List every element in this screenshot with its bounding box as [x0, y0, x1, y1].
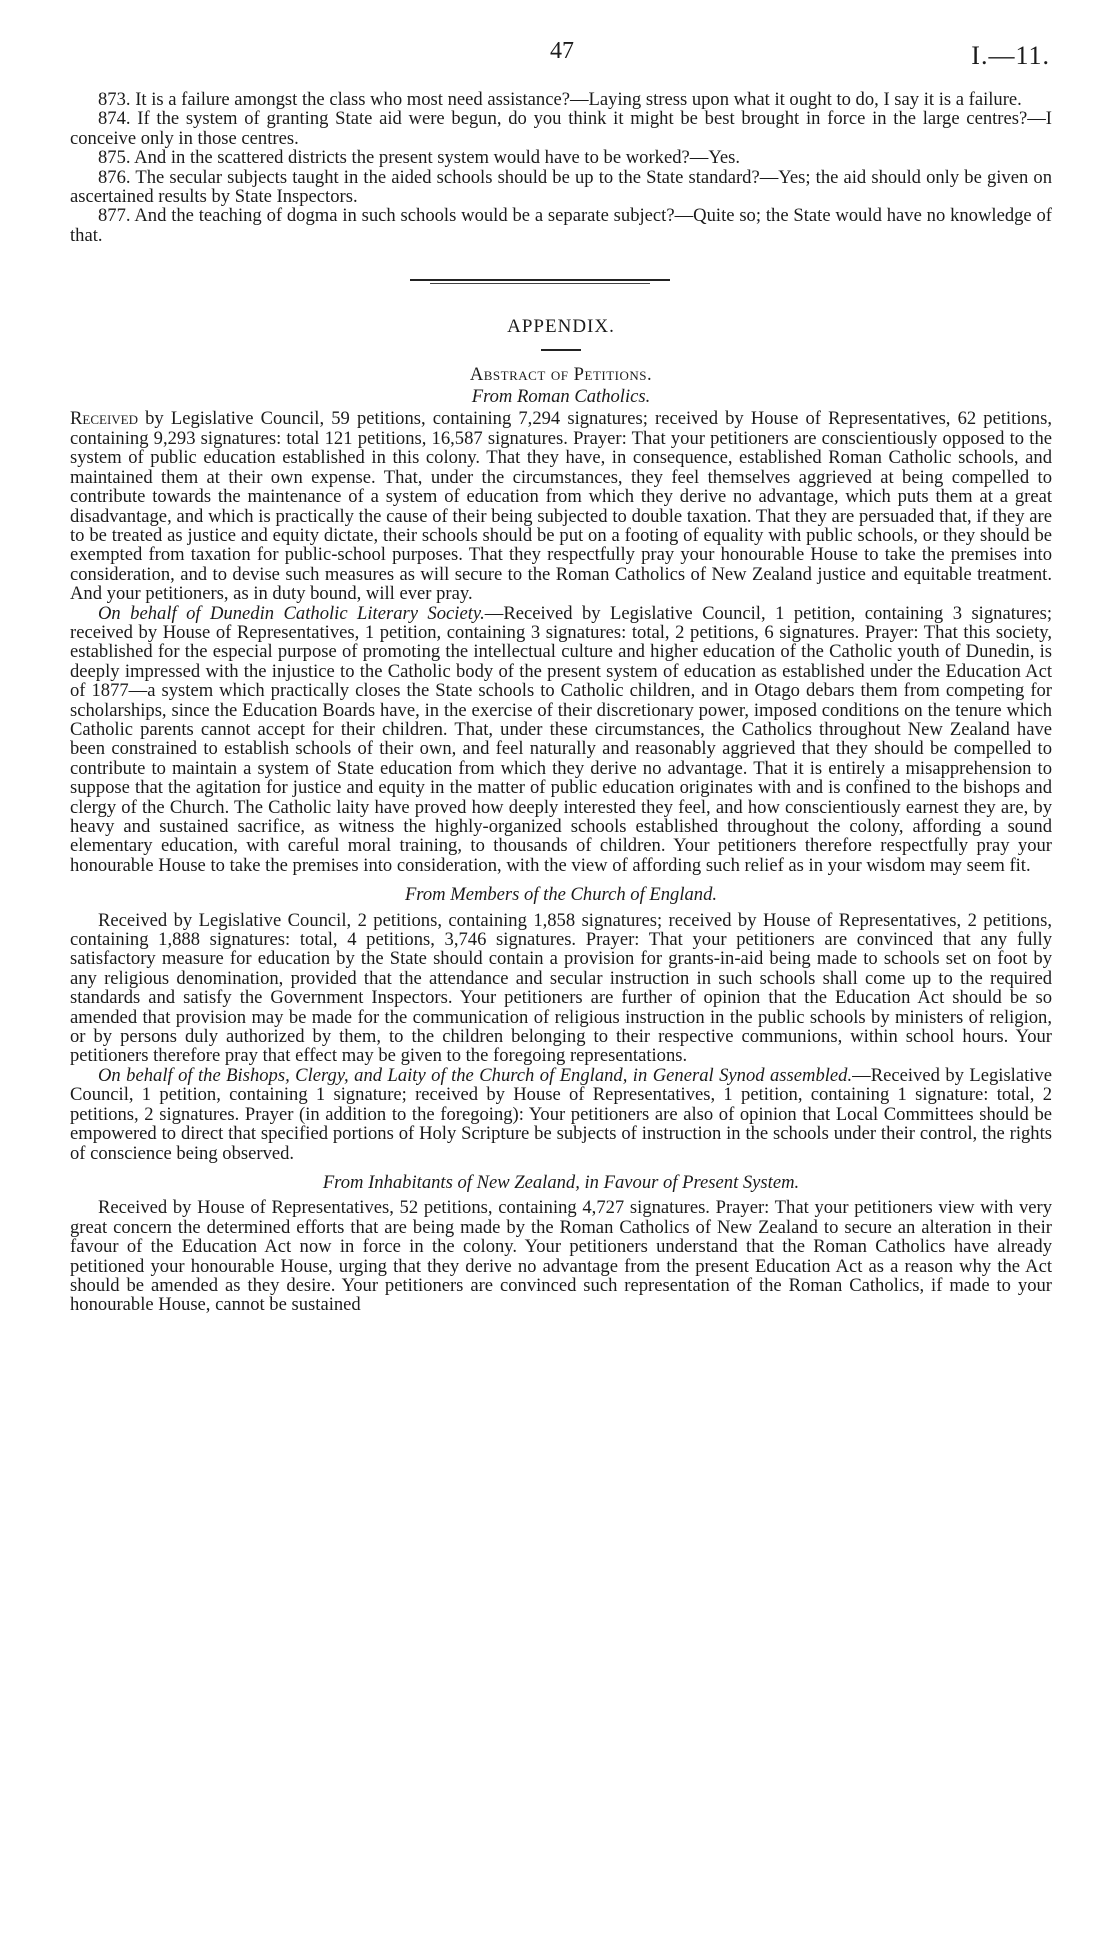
appendix-title: APPENDIX. — [507, 316, 615, 338]
section-title: Abstract of Petitions. — [469, 363, 653, 385]
church-petitions-paragraph: Received by Legislative Council, 2 petitions, containing 1,858 signatures; received by House of Representatives, 2 petitions, containing 1,888 signatures: total, 4 petitions, 3,746 signatures. Prayer: That your petitioners are convinced that any fully satisfactory measure for education by the State should contain a provision for grants-in-aid being made to schools set on foot by any religious denomination, provided that the attendance and secular instruction in such schools shall come up to the required standards and satisfy the Government Inspectors. Your petitioners are further of opinion that the Education Act should be so amended that provision may be made for the communication of religious instruction in the public schools by ministers of religion, or by persons duly authorized by them, to the children belonging to their respective communions, within school hours. Your petitioners therefore pray that effect may be given to the foregoing representations. — [70, 909, 1052, 1067]
present-system-paragraph: Received by House of Representatives, 52 petitions, containing 4,727 signatures. Prayer: That your petitioners view with very great concern the determined efforts that are being made by the Roman Catholics of New Zealand to secure an alteration in their favour of the Education Act now in force in the colony. Your petitioners understand that the Roman Catholics have already petitioned your honourable House, urging that they derive no advantage from the present Education Act as a reason why the Act should be amended as they desire. Your petitioners are convinced such representation of the Roman Catholics, if made to your honourable House, cannot be sustained — [70, 1197, 1052, 1316]
petitioner-name: On behalf of the Bishops, Clergy, and Laity of the Church of England, in General Synod assembled. — [98, 1064, 853, 1086]
paragraph-text: —Received by Legislative Council, 1 petition, containing 1 signature; received by House of Representatives, 1 petition, containing 1 signature: total, 2 petitions, 2 signatures. Prayer (in addition to the foregoing): Your petitioners are also of opinion that Local Committees should be empowered to direct that specified portions of Holy Scripture be subjects of instruction in the schools under their control, the rights of conscience being observed. — [70, 1064, 1052, 1164]
question-877: 877. And the teaching of dogma in such schools would be a separate subject?—Quite so; the State would have no knowledge of that. — [70, 205, 1052, 246]
lead-word: Received — [70, 408, 139, 430]
subheading-church-of-england: From Members of the Church of England. — [404, 884, 718, 906]
question-875: 875. And in the scattered districts the present system would have to be worked?—Yes. — [98, 147, 741, 169]
subheading-roman-catholics: From Roman Catholics. — [471, 386, 651, 408]
question-876: 876. The secular subjects taught in the aided schools should be up to the State standard?—Yes; the aid should only be given on ascertained results by State Inspectors. — [70, 166, 1052, 208]
synod-petition-paragraph — [70, 1066, 1052, 1163]
questions-answers — [70, 90, 1052, 245]
paragraph-text: by Legislative Council, 59 petitions, containing 7,294 signatures; received by House of Representatives, 62 petitions, containing 9,293 signatures: total 121 petitions, 16,587 signatures. Prayer: That your petitioners are conscientiously opposed to the system of public education established in this colony. That they have, in consequence, established Roman Catholic schools, and maintained them at their own expense. That, under the circumstances, they feel themselves aggrieved at being compelled to contribute towards the maintenance of a system of education from which they derive no advantage, which puts them at a great disadvantage, and which is practically the cause of their being subjected to double taxation. That they are persuaded that, if they are to be treated as justice and equity dictate, their schools should be put on a footing of equality with public schools, or they should be exempted from taxation for public-school purposes. That they respectfully pray your honourable House to take the premises into consideration, and to devise such measures as will secure to the Roman Catholics of New Zealand justice and equitable treatment. And your petitioners, as in duty bound, will ever pray. — [70, 408, 1052, 605]
subheading-present-system: From Inhabitants of New Zealand, in Favour of Present System. — [322, 1171, 800, 1193]
dunedin-petition-paragraph — [70, 604, 1052, 876]
title-rule — [541, 349, 581, 351]
petitioner-name: On behalf of Dunedin Catholic Literary Society. — [98, 602, 485, 624]
question-873: 873. It is a failure amongst the class who most need assistance?—Laying stress upon what it ought to do, I say it is a failure. — [98, 89, 1022, 110]
paragraph-text: —Received by Legislative Council, 1 petition, containing 3 signatures; received by House of Representatives, 1 petition, containing 3 signatures: total, 2 petitions, 6 signatures. Prayer: That this society, established for the especial purpose of promoting the intellectual culture and higher education of the Catholic youth of Dunedin, is deeply impressed with the injustice to the Catholic body of the present system of education as established under the Education Act of 1877—a system which practically closes the State schools to Catholic children, and in Otago debars them from competing for scholarships, since the Education Boards have, in the exercise of their discretionary power, imposed conditions on the tenure which Catholic parents cannot accept for their children. That, under these circumstances, the Catholics throughout New Zealand have been constrained to establish schools of their own, and feel naturally and reasonably aggrieved that they should be compelled to contribute to maintain a system of State education from which they derive no advantage. That it is entirely a misapprehension to suppose that the agitation for justice and equity in the matter of public education originates with and is confined to the bishops and clergy of the Church. The Catholic laity have proved how deeply interested they feel, and how conscientiously earnest they are, by heavy and sustained sacrifice, as witness the highly-organized schools established throughout the colony, affording a sound elementary education, with careful moral training, to thousands of children. Your petitioners therefore respectfully pray your honourable House to take the premises into consideration, with the view of affording such relief as in your wisdom may seem fit. — [70, 602, 1053, 876]
page-number: 47 — [550, 38, 574, 64]
divider-line — [410, 279, 670, 281]
section-divider — [70, 279, 1052, 287]
page-header — [70, 30, 1052, 90]
document-reference: I.—11. — [971, 41, 1050, 70]
divider-line — [430, 283, 650, 284]
catholic-petitions-paragraph — [70, 409, 1052, 603]
question-874: 874. If the system of granting State aid were begun, do you think it might be best brought in force in the large centres?—I conceive only in those centres. — [70, 108, 1052, 149]
